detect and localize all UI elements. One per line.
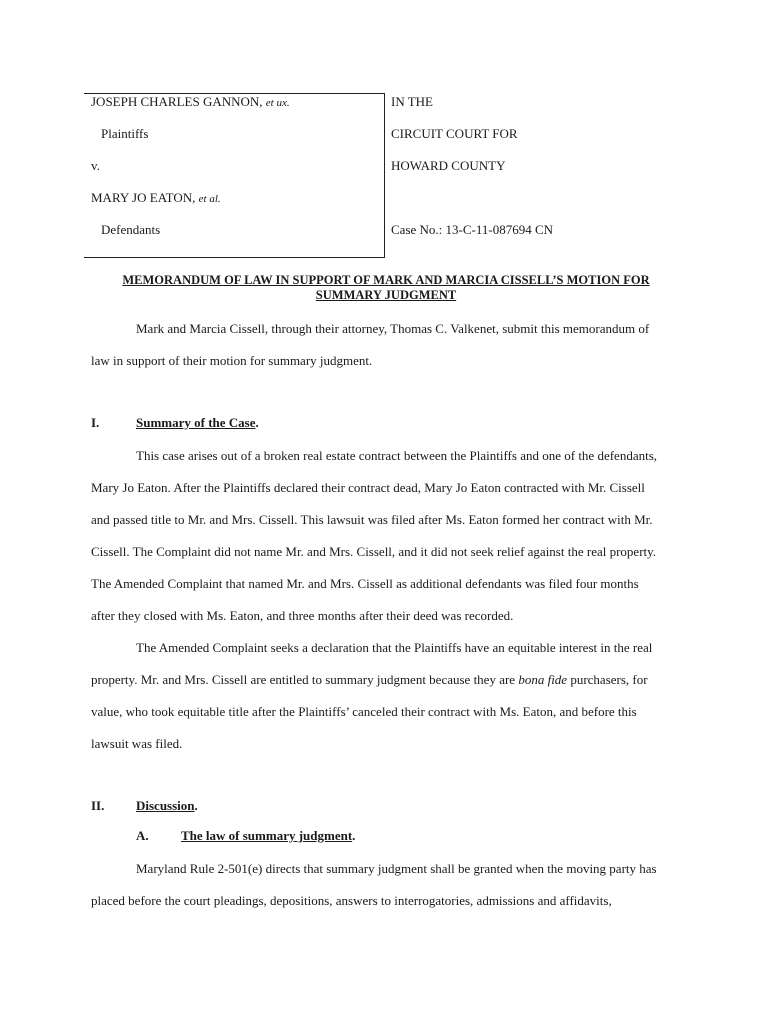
s1-p1-line-4: Cissell. The Complaint did not name Mr. and Mrs. Cissell, and it did not seek relief against the real property.: [91, 544, 657, 559]
subsection-a-title: The law of summary judgment: [181, 828, 353, 843]
s1-p2-line-2-b: purchasers, for: [570, 672, 648, 687]
document-title: [84, 273, 688, 303]
court-line-2: CIRCUIT COURT FOR: [391, 126, 518, 141]
plaintiffs-label: Plaintiffs: [101, 126, 149, 141]
document-page: JOSEPH CHARLES GANNON, et ux. Plaintiffs v. MARY JO EATON, et al. Defendants IN THE CIRCUIT COURT FOR HOWARD COUNTY Case No.: 13-C-11-087694 CN MEMORANDUM OF LAW IN SUPPORT OF MARK AND MARCIA CISSELL’S MOTION FOR SUMMARY JUDGMENT Mark and Marcia Cissell, through their attorney, Thomas C. Valkenet, submit this memorandum of law in support of their motion for summary judgment. I. Summary of the Case. This case arises out of a broken real estate contract between the Plaintiffs and one of the defendants, Mary Jo Eaton. After the Plaintiffs declared their contract dead, Mary Jo Eaton contracted with Mr. Cissell and passed title to Mr. and Mrs. Cissell. This lawsuit was filed after Ms. Eaton formed her contract with Mr. Cissell. The Complaint did not name Mr. and Mrs. Cissell, and it did not seek relief against the real property. The Amended Complaint that named Mr. and Mrs. Cissell as additional defendants was filed four months after they closed with Ms. Eaton, and three months after their deed was recorded. The Amended Complaint seeks a declaration that the Plaintiffs have an equitable interest in the real property. Mr. and Mrs. Cissell are entitled to summary judgment because they are bona fide purchasers, for value, who took equitable title after the Plaintiffs’ canceled their contract with Ms. Eaton, and before this lawsuit was filed. II. Discussion. A. The law of summary judgment. Maryland Rule 2-501(e) directs that summary judgment shall be granted when the moving party has placed before the court pleadings, depositions, answers to interrogatories, admissions and affidavits,: [0, 0, 770, 1024]
court-line-1: IN THE: [391, 94, 434, 109]
section-2-number: II.: [91, 798, 105, 813]
section-2-title: Discussion: [136, 798, 195, 813]
s1-p2-line-4: lawsuit was filed.: [91, 736, 183, 751]
s1-p2-line-2: [91, 672, 648, 688]
subsection-a-number: A.: [136, 828, 149, 843]
case-number: Case No.: 13-C-11-087694 CN: [391, 222, 554, 237]
s1-p2-line-2-a: property. Mr. and Mrs. Cissell are entitled to summary judgment because they are: [91, 672, 516, 687]
title-line-2: SUMMARY JUDGMENT: [315, 288, 457, 302]
plaintiff-line: [91, 94, 290, 110]
defendant-suffix: et al.: [198, 193, 221, 205]
s1-p2-line-1: The Amended Complaint seeks a declaration that the Plaintiffs have an equitable interest in the real: [136, 640, 653, 655]
s2-line-1: Maryland Rule 2-501(e) directs that summary judgment shall be granted when the moving party has: [136, 861, 657, 876]
intro-line-2: law in support of their motion for summary judgment.: [91, 353, 373, 368]
defendant-name: MARY JO EATON,: [91, 190, 196, 205]
section-1-number: I.: [91, 415, 100, 430]
section-1-title: Summary of the Case: [136, 415, 256, 430]
plaintiff-name: JOSEPH CHARLES GANNON,: [91, 94, 263, 109]
defendant-line: [91, 190, 221, 206]
s1-p2-line-3: value, who took equitable title after the Plaintiffs’ canceled their contract with Ms. Eaton, and before this: [91, 704, 637, 719]
s1-p1-line-1: This case arises out of a broken real estate contract between the Plaintiffs and one of the defendants,: [136, 448, 658, 463]
s2-line-2: placed before the court pleadings, depositions, answers to interrogatories, admissions and affidavits,: [91, 893, 612, 908]
s1-p1-line-6: after they closed with Ms. Eaton, and three months after their deed was recorded.: [91, 608, 514, 623]
s1-p1-line-3: and passed title to Mr. and Mrs. Cissell. This lawsuit was filed after Ms. Eaton formed her contract with Mr.: [91, 512, 653, 527]
title-line-1: MEMORANDUM OF LAW IN SUPPORT OF MARK AND MARCIA CISSELL’S MOTION FOR: [122, 273, 650, 287]
plaintiff-suffix: et ux.: [265, 97, 290, 109]
court-line-3: HOWARD COUNTY: [391, 158, 506, 173]
s1-p1-line-2: Mary Jo Eaton. After the Plaintiffs declared their contract dead, Mary Jo Eaton contracted with Mr. Cissell: [91, 480, 645, 495]
defendants-label: Defendants: [101, 222, 161, 237]
s1-p1-line-5: The Amended Complaint that named Mr. and Mrs. Cissell as additional defendants was filed four months: [91, 576, 639, 591]
versus: v.: [91, 158, 100, 173]
s1-p2-line-2-em: bona fide: [518, 672, 568, 687]
intro-line-1: Mark and Marcia Cissell, through their attorney, Thomas C. Valkenet, submit this memorandum of: [136, 321, 650, 336]
